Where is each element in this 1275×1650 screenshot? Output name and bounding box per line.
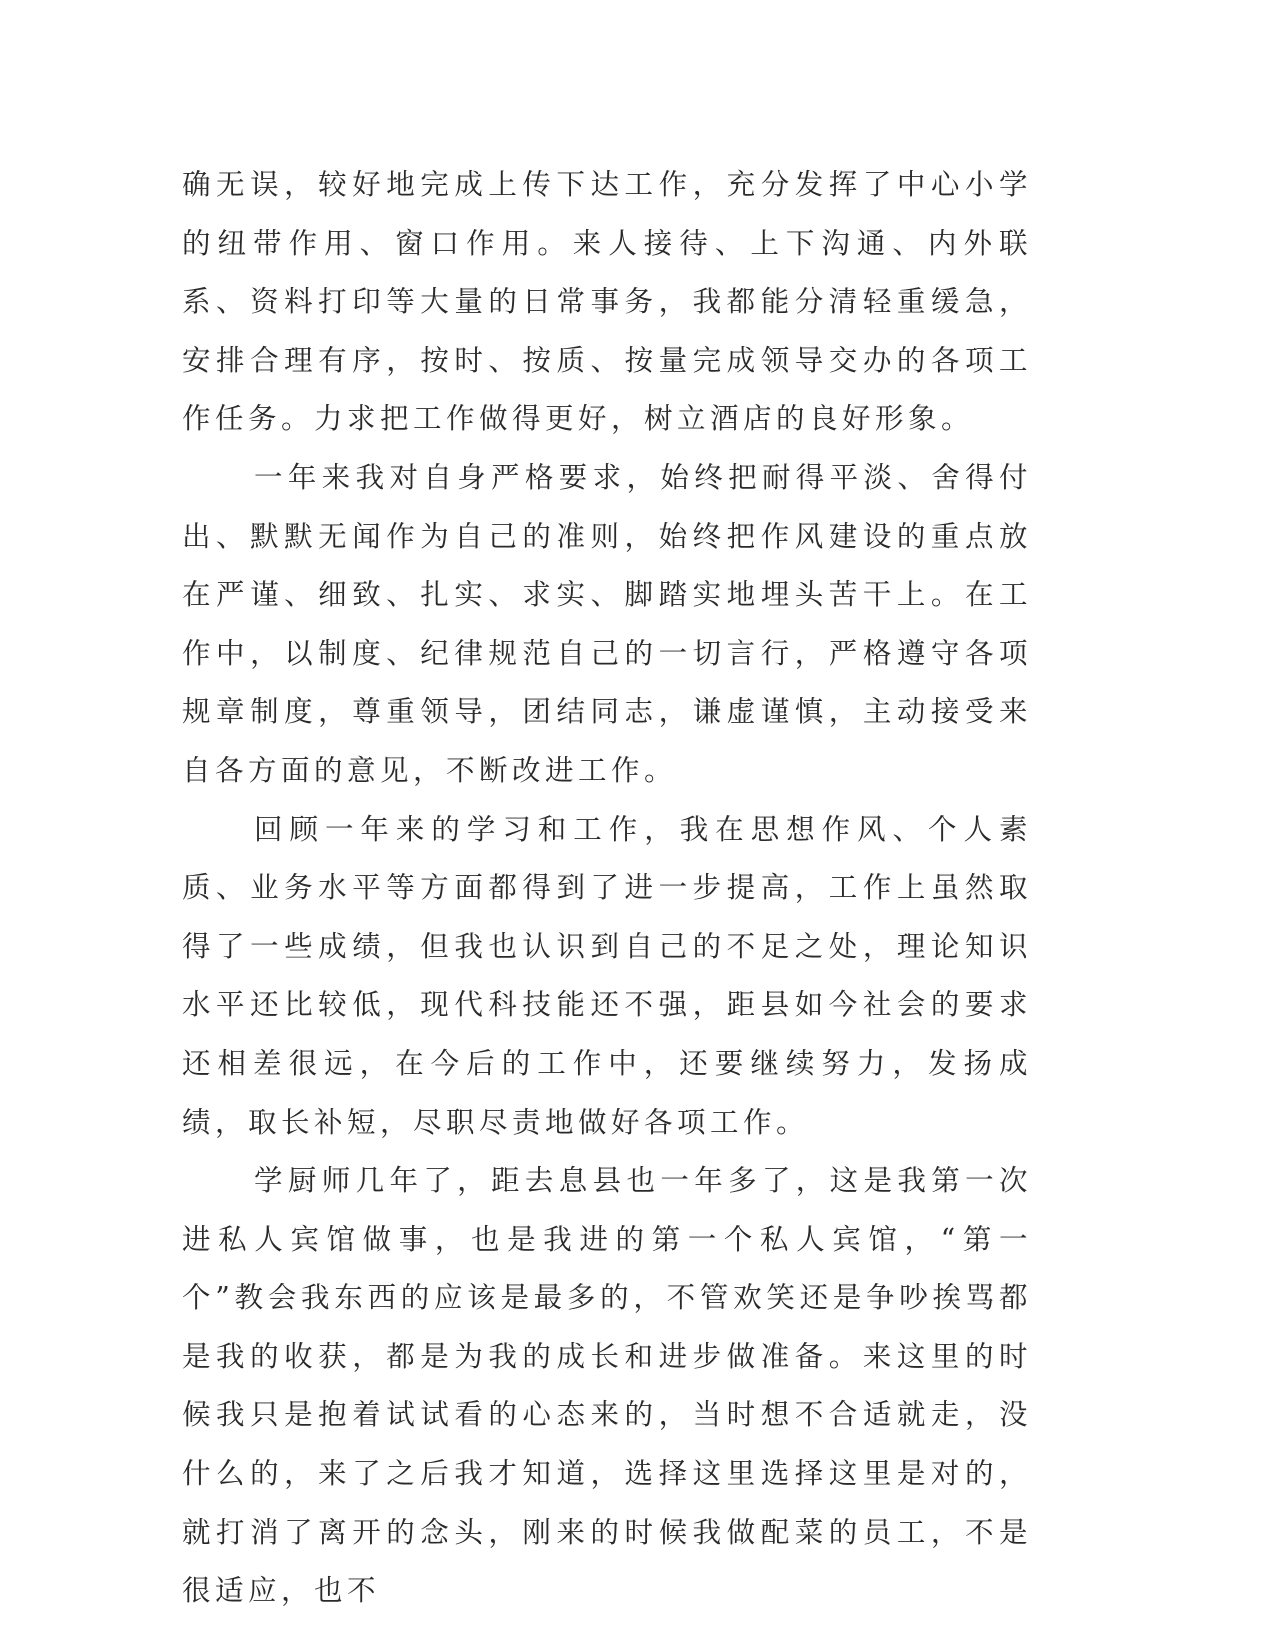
paragraph-3: 回顾一年来的学习和工作，我在思想作风、个人素质、业务水平等方面都得到了进一步提高，工作上虽然取得了一些成绩，但我也认识到自己的不足之处，理论知识水平还比较低，现代科技能还不强，距县如今社会的要求还相差很远，在今后的工作中，还要继续努力，发扬成绩，取长补短，尽职尽责地做好各项工作。 <box>182 812 1032 1139</box>
document-body <box>182 156 1032 1621</box>
paragraph-1: 确无误，较好地完成上传下达工作，充分发挥了中心小学的纽带作用、窗口作用。来人接待、上下沟通、内外联系、资料打印等大量的日常事务，我都能分清轻重缓急，安排合理有序，按时、按质、按量完成领导交办的各项工作任务。力求把工作做得更好，树立酒店的良好形象。 <box>182 168 1032 436</box>
paragraph-4: 学厨师几年了，距去息县也一年多了，这是我第一次进私人宾馆做事，也是我进的第一个私人宾馆，“第一个”教会我东西的应该是最多的，不管欢笑还是争吵挨骂都是我的收获，都是为我的成长和进步做准备。来这里的时候我只是抱着试试看的心态来的，当时想不合适就走，没什么的，来了之后我才知道，选择这里选择这里是对的，就打消了离开的念头，刚来的时候我做配菜的员工，不是很适应，也不 <box>182 1164 1032 1608</box>
paragraph-2: 一年来我对自身严格要求，始终把耐得平淡、舍得付出、默默无闻作为自己的准则，始终把作风建设的重点放在严谨、细致、扎实、求实、脚踏实地埋头苦干上。在工作中，以制度、纪律规范自己的一切言行，严格遵守各项规章制度，尊重领导，团结同志，谦虚谨慎，主动接受来自各方面的意见，不断改进工作。 <box>182 460 1032 787</box>
